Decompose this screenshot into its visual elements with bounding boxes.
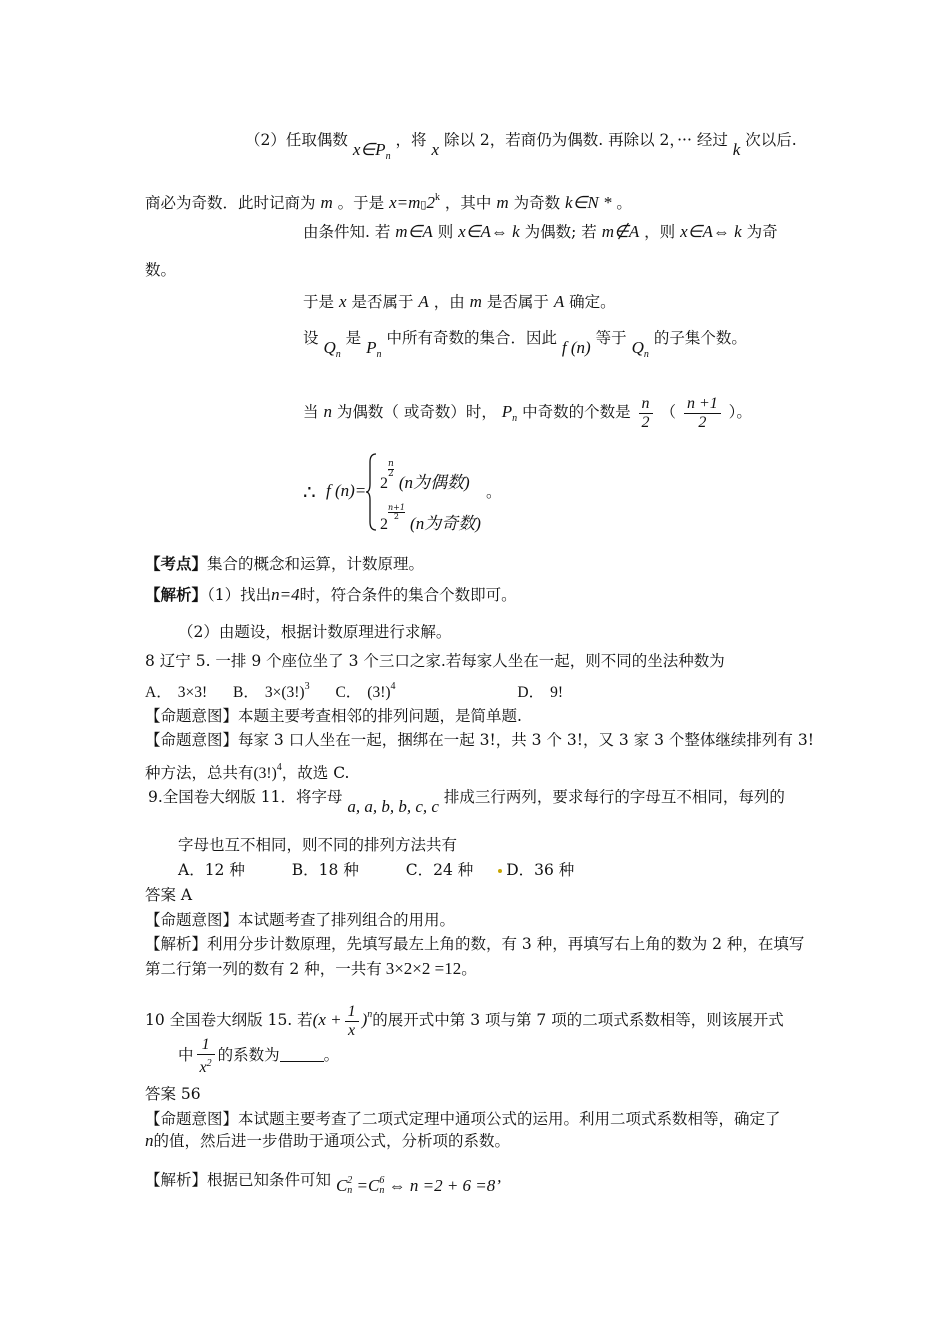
math-a: A <box>418 292 429 311</box>
line-7 <box>303 390 752 441</box>
text: 为奇数 <box>513 194 561 212</box>
text: 是 <box>345 329 362 347</box>
text: 中 <box>178 1046 194 1064</box>
math-sub: n <box>512 413 518 424</box>
text: （1）找出 <box>207 586 272 604</box>
text: 为偶数（ 或奇数）时， <box>336 403 497 421</box>
text: 【解析】根据已知条件可知 <box>145 1171 332 1189</box>
math-k-in-n: k∈N * <box>565 193 612 212</box>
formula-lhs: f (n)= <box>326 481 367 500</box>
math-m: m <box>320 193 333 212</box>
text: 等于 <box>595 329 627 347</box>
question-9-analysis-1: 【解析】利用分步计数原理，先填写最左上角的数，有 3 种，再填写右上角的数为 2 种，在填写 <box>145 935 805 953</box>
question-8-intent: 【命题意图】本题主要考查相邻的排列问题，是简单题. <box>145 707 522 725</box>
question-9 <box>148 787 785 816</box>
math: (x + <box>312 1010 342 1029</box>
text: 商必为奇数．此时记商为 <box>145 194 316 212</box>
exponent-fraction: $\frac{n+1}{2}$ <box>388 503 405 521</box>
text: 9.全国卷大纲版 11．将字母 <box>148 788 343 806</box>
text: 的子集个数。 <box>653 329 747 347</box>
math-x: x <box>338 292 347 311</box>
fraction-1-over-x2: $\frac{1}{x^2}$ <box>197 1036 215 1077</box>
math: m∈A <box>395 222 433 241</box>
text: 确定。 <box>569 293 616 311</box>
fraction-n-over-2: $\frac{n}{2}$ <box>639 395 653 432</box>
question-9-line-2: 字母也互不相同，则不同的排列方法共有 <box>178 836 458 854</box>
base-two: 2 <box>380 516 388 533</box>
math-fn: f (n) <box>561 338 591 357</box>
marker-dot <box>498 869 502 873</box>
math-q: Q <box>323 338 336 357</box>
formula-end: 。 <box>486 483 502 501</box>
base-two: 2 <box>380 475 388 492</box>
text: 次以后. <box>745 131 797 149</box>
question-10-line-2 <box>178 1034 339 1077</box>
option-b-exp: 3 <box>304 681 310 692</box>
question-8: 8 辽宁 5. 一排 9 个座位坐了 3 个三口之家.若每家人坐在一起，则不同的坐法种数为 <box>145 652 725 670</box>
case-odd-label: (n为奇数) <box>410 514 481 533</box>
math-sub: n <box>376 349 382 360</box>
case-even <box>380 460 470 493</box>
math-n: n <box>145 1131 154 1150</box>
line-3 <box>303 222 778 242</box>
option-c-label: C． <box>335 684 362 701</box>
text: 排成三行两列，要求每行的字母互不相同，每列的 <box>443 788 785 806</box>
math-binomial: C 2 n =C 6 n ⇔ n =2 + 6 =8’ <box>335 1175 501 1196</box>
option-a-label: A． <box>145 684 172 701</box>
question-9-intent: 【命题意图】本试题考查了排列组合的用用。 <box>145 911 456 929</box>
text: ，其中 <box>444 194 492 212</box>
math: x∈A⇔ k <box>458 222 520 241</box>
math-a: A <box>553 292 565 311</box>
text: ，故选 C. <box>281 764 350 782</box>
text: 为奇 <box>746 223 778 241</box>
question-8-options <box>145 677 563 703</box>
question-8-analysis-2 <box>145 758 349 784</box>
text: 。 <box>461 960 477 978</box>
line-6 <box>303 328 747 360</box>
text: 除以 2，若商仍为偶数. 再除以 2，··· 经过 <box>443 131 728 149</box>
text: 时，符合条件的集合个数即可。 <box>299 586 517 604</box>
text: 是否属于 <box>486 293 549 311</box>
math-sup-k: k <box>434 192 440 203</box>
text: 设 <box>303 329 319 347</box>
option-d: 9! <box>550 684 564 701</box>
text: （2）任取偶数 <box>245 131 348 149</box>
math-sub: n <box>385 151 391 162</box>
math: x∈A⇔ k <box>680 222 742 241</box>
text: 的值，然后进一步借助于通项公式，分析项的系数。 <box>153 1132 511 1150</box>
math-sub: n <box>335 349 341 360</box>
question-9-options <box>178 860 574 880</box>
text: 。 <box>616 194 632 212</box>
option-c: C．24 种 <box>405 861 474 879</box>
option-d: D．36 种 <box>506 861 575 879</box>
math-k: k <box>732 140 741 159</box>
question-10-intent-1: 【命题意图】本试题主要考查了二项式定理中通项公式的运用。利用二项式系数相等，确定了 <box>145 1110 781 1128</box>
option-d-label: D． <box>517 684 545 701</box>
text: 中奇数的个数是 <box>522 403 631 421</box>
math-two: 2 <box>426 193 435 212</box>
text: ，将 <box>395 131 427 149</box>
answer-blank <box>280 1047 324 1062</box>
text: 10 全国卷大纲版 15. 若 <box>145 1011 313 1029</box>
math-exp-n: n <box>367 1009 373 1020</box>
text: 为偶数; 若 <box>524 223 597 241</box>
option-a: A．12 种 <box>178 861 245 879</box>
option-b-label: B． <box>232 684 259 701</box>
case-even-label: (n为偶数) <box>398 473 470 492</box>
text: 第二行第一列的数有 2 种，一共有 <box>145 960 382 978</box>
text: ，由 <box>433 293 465 311</box>
math-n-eq-4: n=4 <box>271 585 300 604</box>
text: 。于是 <box>337 194 390 212</box>
math-letters: a, a, b, b, c, c <box>347 797 439 816</box>
case-odd <box>380 504 481 534</box>
option-c: (3!) <box>367 684 391 701</box>
question-9-analysis-2 <box>145 959 477 979</box>
option-c-exp: 4 <box>390 681 396 692</box>
text: ，则 <box>644 223 676 241</box>
math: ) <box>361 1010 368 1029</box>
line-5 <box>303 292 616 312</box>
fraction-1-over-x: $\frac{1}{x}$ <box>345 1003 359 1040</box>
text: 是否属于 <box>351 293 414 311</box>
text: 中所有奇数的集合．因此 <box>386 329 557 347</box>
text: 则 <box>437 223 454 241</box>
question-8-analysis-1: 【命题意图】每家 3 口人坐在一起，捆绑在一起 3!，共 3 个 3!，又 3 家 3 个整体继续排列有 3! <box>145 731 814 749</box>
question-10-analysis <box>145 1170 501 1196</box>
text: 。 <box>323 1046 340 1064</box>
text: 的系数为 <box>217 1046 280 1064</box>
text: 集合的概念和运算，计数原理。 <box>207 555 425 573</box>
jiexi-line-1 <box>145 585 517 605</box>
text: 于是 <box>303 293 335 311</box>
question-10-intent-2 <box>145 1131 510 1151</box>
math-m: m <box>469 292 482 311</box>
math-sub: n <box>643 349 649 360</box>
fraction-n-plus-1-over-2: $\frac{n +1}{2}$ <box>684 395 721 432</box>
text: ）。 <box>728 403 752 421</box>
math-x: x <box>431 140 439 159</box>
option-b: B．18 种 <box>291 861 359 879</box>
math-exp: 4 <box>276 762 282 773</box>
text: 当 <box>303 403 319 421</box>
text: 由条件知. 若 <box>303 223 391 241</box>
math-p: P <box>501 402 513 421</box>
line-2: 商必为奇数．此时记商为 m 。于是 $x=m▯2^k$ ，其中 m 为奇数 k∈N * 。 <box>145 192 632 212</box>
math-x-in-p: x∈P <box>352 140 386 159</box>
jiexi-label: 【解析】 <box>145 585 208 604</box>
text: （ <box>660 403 676 421</box>
math-n: n <box>323 402 332 421</box>
math: (3!) <box>253 765 277 782</box>
exponent-fraction: $\frac{n}{2}$ <box>388 459 394 479</box>
option-a: 3×3! <box>177 684 208 701</box>
question-9-answer: 答案 A <box>145 886 193 904</box>
math-m: m <box>496 193 509 212</box>
math-x-eq-m: x=m <box>389 193 421 212</box>
math: m∉A <box>601 222 640 241</box>
kaodian-line <box>145 554 424 574</box>
line-4: 数。 <box>145 261 177 279</box>
text: 种方法，总共有 <box>145 764 254 782</box>
line-1 <box>245 130 797 162</box>
therefore-symbol: ∴ <box>303 480 316 504</box>
brace-icon <box>366 452 378 532</box>
option-b: 3×(3!) <box>264 684 305 701</box>
question-10-answer: 答案 56 <box>145 1085 201 1103</box>
kaodian-label: 【考点】 <box>145 554 208 573</box>
text: 的展开式中第 3 项与第 7 项的二项式系数相等，则该展开式 <box>372 1011 784 1029</box>
jiexi-line-2: （2）由题设，根据计数原理进行求解。 <box>178 623 452 641</box>
math-q: Q <box>631 338 644 357</box>
math: 3×2×2 =12 <box>385 959 462 978</box>
math-p: P <box>366 338 377 357</box>
